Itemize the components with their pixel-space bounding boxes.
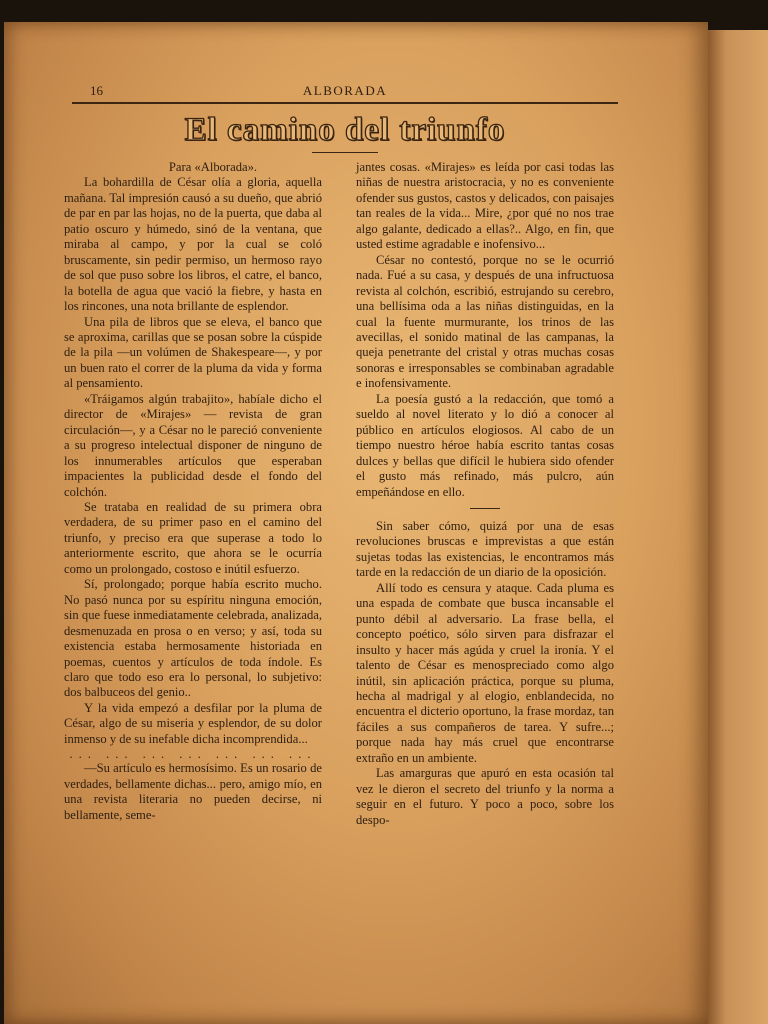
left-column — [64, 160, 322, 823]
paragraph: jantes cosas. «Mirajes» es leída por casi todas las niñas de nuestra aristocracia, y no es conveniente ofender sus gustos, castos y delicados, con paisajes tan reales de la vida... Mire, ¿por qué no nos trae algo galante, dedicado a ellas?.. Algo, en fin, que usted estime agradable e inofensivo... — [356, 160, 614, 252]
ellipsis-separator: ... ... ... ... ... ... ... — [69, 747, 317, 762]
paragraph: Se trataba en realidad de su primera obra verdadera, de su primer paso en el camino del triunfo, y preciso era que superase a todo lo anteriormente escrito, que ahora se le ocurría como un prolongado, costoso e inútil esfuerzo. — [64, 499, 322, 576]
title-underline — [312, 152, 378, 153]
page-header — [72, 80, 618, 104]
paragraph: Sí, prolongado; porque había escrito mucho. No pasó nunca por su espíritu ninguna emoción, sin que fuese inmediatamente celebrada, analizada, desmenuzada en prosa o en verso; y así, toda su existencia estaba hermosamente historiada en poemas, cuentos y artículos de toda índole. Es claro que todo eso era lo personal, lo subjetivo: dos balbuceos del genio.. — [64, 577, 322, 700]
paragraph: —Su artículo es hermosísimo. Es un rosario de verdades, bellamente dichas... pero, amigo mío, en una revista literaria no pueden decirse, ni bellamente, seme- — [64, 761, 322, 822]
page-number: 16 — [90, 83, 103, 98]
paragraph: Allí todo es censura y ataque. Cada pluma es una espada de combate que busca incansable el punto débil al adversario. La frase bella, el concepto poético, sólo sirven para disfrazar el insulto y hacer más agúda y cruel la ironía. Y el talento de César es menospreciado como algo inútil, sin aplicación práctica, porque su pluma, hecha al madrigal y al elogio, enblandecida, no encuentra el dicterio oportuno, la frase mordaz, tan fáciles a sus compañeros de tarea. Y sufre...; porque nada hay más cruel que encontrarse extraño en un ambiente. — [356, 580, 614, 765]
paragraph: La poesía gustó a la redacción, que tomó a sueldo al novel literato y lo dió a conocer al público en artículos elogiosos. Al cabo de un tiempo nuestro héroe había escrito tantas cosas dulces y bellas que difícil le hubiera sido ofender el gusto más refinado, más pulcro, aún empeñándose en ello. — [356, 391, 614, 499]
paragraph: La bohardilla de César olía a gloria, aquella mañana. Tal impresión causó a su dueño, que abrió de par en par las hojas, no de la puerta, que daba al patio oscuro y húmedo, sinó de la ventana, que miraba al campo, y por la cual se coló bruscamente, sin pedir permiso, un hermoso rayo de sol que puso sobre los libros, el catre, el banco, la botella de agua que vació la fiebre, y hasta en los rincones, una nota brillante de esplendor. — [64, 175, 322, 314]
paragraph: Una pila de libros que se eleva, el banco que se aproxima, carillas que se posan sobre la cúspide de la pila —un volúmen de Shakespeare—, y por un buen rato el correr de la pluma da vida y forma al pensamiento. — [64, 314, 322, 391]
dedication: Para «Alborada». — [168, 160, 258, 174]
paragraph: Las amarguras que apuró en esta ocasión tal vez le dieron el secreto del triunfo y la norma a seguir en el futuro. Y poco a poco, sobre los despo- — [356, 766, 614, 827]
right-column — [356, 160, 614, 828]
paragraph: César no contestó, porque no se le ocurrió nada. Fué a su casa, y después de una infructuosa revista al colchón, escribió, estrujando su cerebro, una bellísima oda a las niñas distinguidas, en la cual la fuente murmurante, los trinos de las avecillas, el sonido matinal de las campanas, la queja penetrante del cristal y otras muchas cosas sonoras e irresponsables se combinaban agradable e inofensivamente. — [356, 252, 614, 391]
adjacent-page-edge — [708, 30, 768, 1024]
paragraph: Sin saber cómo, quizá por una de esas revoluciones bruscas e imprevistas a que están sujetas todas las existencias, le encontramos más tarde en la redacción de un diario de la oposición. — [356, 518, 614, 580]
article-title: El camino del triunfo — [184, 112, 506, 148]
running-title: ALBORADA — [302, 83, 388, 98]
paragraph: «Tráigamos algún trabajito», habíale dicho el director de «Mirajes» — revista de gran circulación—, y a César no le pareció conveniente a su progreso intelectual disponer de ninguno de los innumerables artículos que esperaban impacientes la publicidad desde el fondo del colchón. — [64, 391, 322, 499]
paragraph: Y la vida empezó a desfilar por la pluma de César, algo de su miseria y esplendor, de su dolor inmenso y de su inefable dicha incomprendida... — [64, 700, 322, 746]
section-divider — [470, 508, 500, 509]
